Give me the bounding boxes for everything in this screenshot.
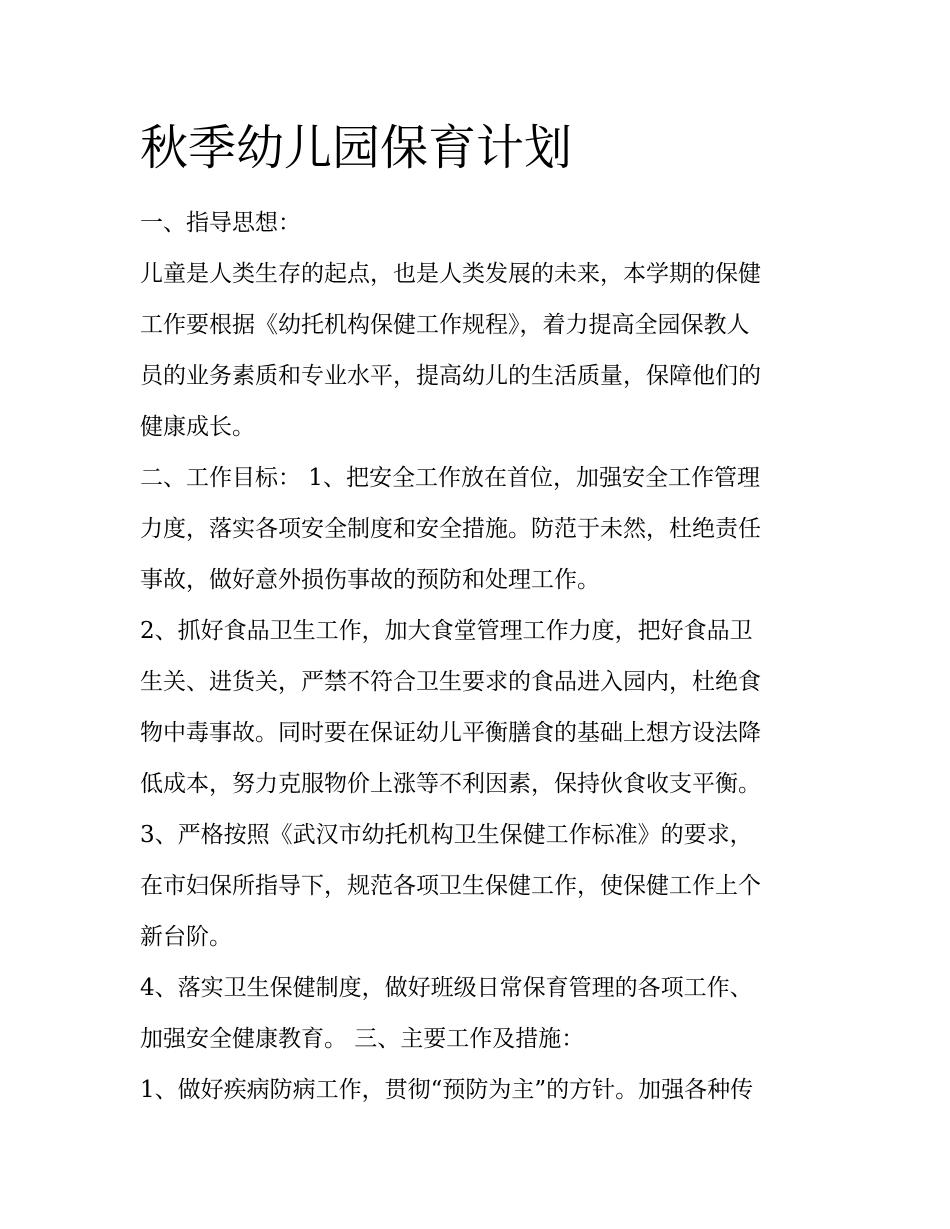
paragraph-guiding-idea-content <box>140 249 820 453</box>
paragraph-health-standards <box>140 810 820 963</box>
text-line: 事故，做好意外损伤事故的预防和处理工作。 <box>140 567 600 593</box>
text-line: 员的业务素质和专业水平，提高幼儿的生活质量，保障他们的 <box>140 363 761 389</box>
text-line: 1、做好疾病防病工作，贯彻“预防为主”的方针。加强各种传 <box>140 1077 754 1103</box>
text-line: 一、指导思想： <box>140 210 301 236</box>
text-line: 在市妇保所指导下，规范各项卫生保健工作，使保健工作上个 <box>140 873 761 899</box>
text-line: 加强安全健康教育。 三、主要工作及措施： <box>140 1026 585 1052</box>
text-line: 儿童是人类生存的起点，也是人类发展的未来，本学期的保健 <box>140 261 761 287</box>
text-line: 新台阶。 <box>140 924 232 950</box>
paragraph-work-goals <box>140 453 820 606</box>
document-title: 秋季幼儿园保育计划 <box>140 120 573 176</box>
paragraph-food-hygiene <box>140 606 820 810</box>
paragraph-health-system <box>140 963 820 1065</box>
paragraph-guiding-idea <box>140 198 820 249</box>
paragraph-disease-prevention <box>140 1065 820 1116</box>
text-line: 生关、进货关，严禁不符合卫生要求的食品进入园内，杜绝食 <box>140 669 761 695</box>
text-line: 4、落实卫生保健制度，做好班级日常保育管理的各项工作、 <box>140 975 753 1001</box>
text-line: 2、抓好食品卫生工作，加大食堂管理工作力度，把好食品卫 <box>140 618 753 644</box>
text-line: 物中毒事故。同时要在保证幼儿平衡膳食的基础上想方设法降 <box>140 720 761 746</box>
text-line: 3、严格按照《武汉市幼托机构卫生保健工作标准》的要求， <box>140 822 753 848</box>
text-line: 健康成长。 <box>140 414 255 440</box>
text-line: 力度，落实各项安全制度和安全措施。防范于未然，杜绝责任 <box>140 516 761 542</box>
text-line: 二、工作目标： 1、把安全工作放在首位，加强安全工作管理 <box>140 465 760 491</box>
document-body <box>140 198 820 1116</box>
text-line: 低成本，努力克服物价上涨等不利因素，保持伙食收支平衡。 <box>140 771 761 797</box>
text-line: 工作要根据《幼托机构保健工作规程》，着力提高全园保教人 <box>140 312 750 338</box>
